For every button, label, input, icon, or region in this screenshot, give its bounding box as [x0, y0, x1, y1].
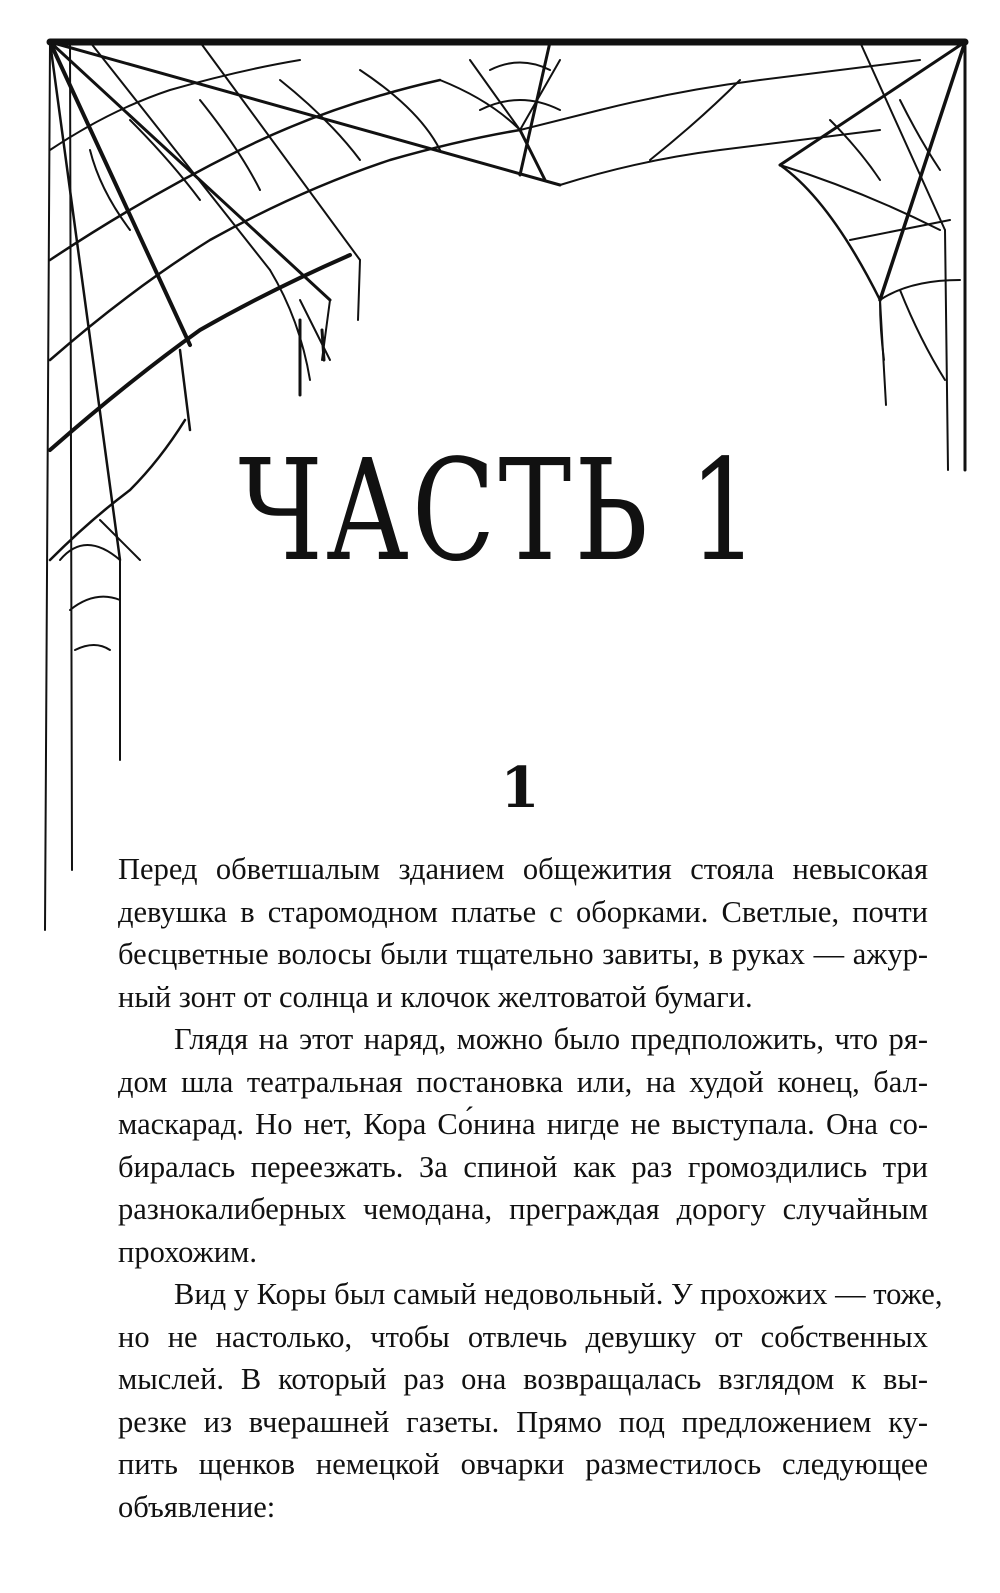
- text-line: дом шла театральная постановка или, на худой конец, бал-: [118, 1064, 928, 1099]
- text-line: разнокалиберных чемодана, преграждая дорогу случайным: [118, 1192, 928, 1226]
- text-line: ный зонт от солнца и клочок желтоватой бумаги.: [118, 979, 753, 1014]
- text-line: биралась переезжать. За спиной как раз громоздились три: [118, 1149, 928, 1184]
- chapter-number: 1: [500, 755, 540, 821]
- text-line: но не настолько, чтобы отвлечь девушку от собственных: [118, 1319, 928, 1354]
- paragraph-3: [118, 1273, 943, 1528]
- text-line: объявление:: [118, 1489, 276, 1524]
- text-line: Глядя на этот наряд, можно было предположить, что ря-: [174, 1022, 928, 1056]
- text-line: Вид у Коры был самый недовольный. У прохожих — тоже,: [174, 1277, 943, 1311]
- part-title: ЧАСТЬ 1: [238, 430, 762, 593]
- text-line: бесцветные волосы были тщательно завиты, в руках — ажур-: [118, 937, 928, 971]
- paragraph-2: [118, 1018, 928, 1273]
- text-line: резке из вчерашней газеты. Прямо под предложением ку-: [118, 1404, 928, 1439]
- text-line: маскарад. Но нет, Кора Со́нина нигде не выступала. Она со-: [118, 1107, 928, 1141]
- text-line: мыслей. В который раз она возвращалась взглядом к вы-: [118, 1362, 928, 1396]
- body-text: [118, 848, 943, 1528]
- text-line: девушка в старомодном платье с оборками. Светлые, почти: [118, 894, 928, 929]
- text-line: пить щенков немецкой овчарки разместилось следующее: [118, 1447, 928, 1481]
- paragraph-1: [118, 848, 928, 1018]
- text-line: прохожим.: [118, 1234, 257, 1269]
- text-line: Перед обветшалым зданием общежития стояла невысокая: [118, 852, 928, 886]
